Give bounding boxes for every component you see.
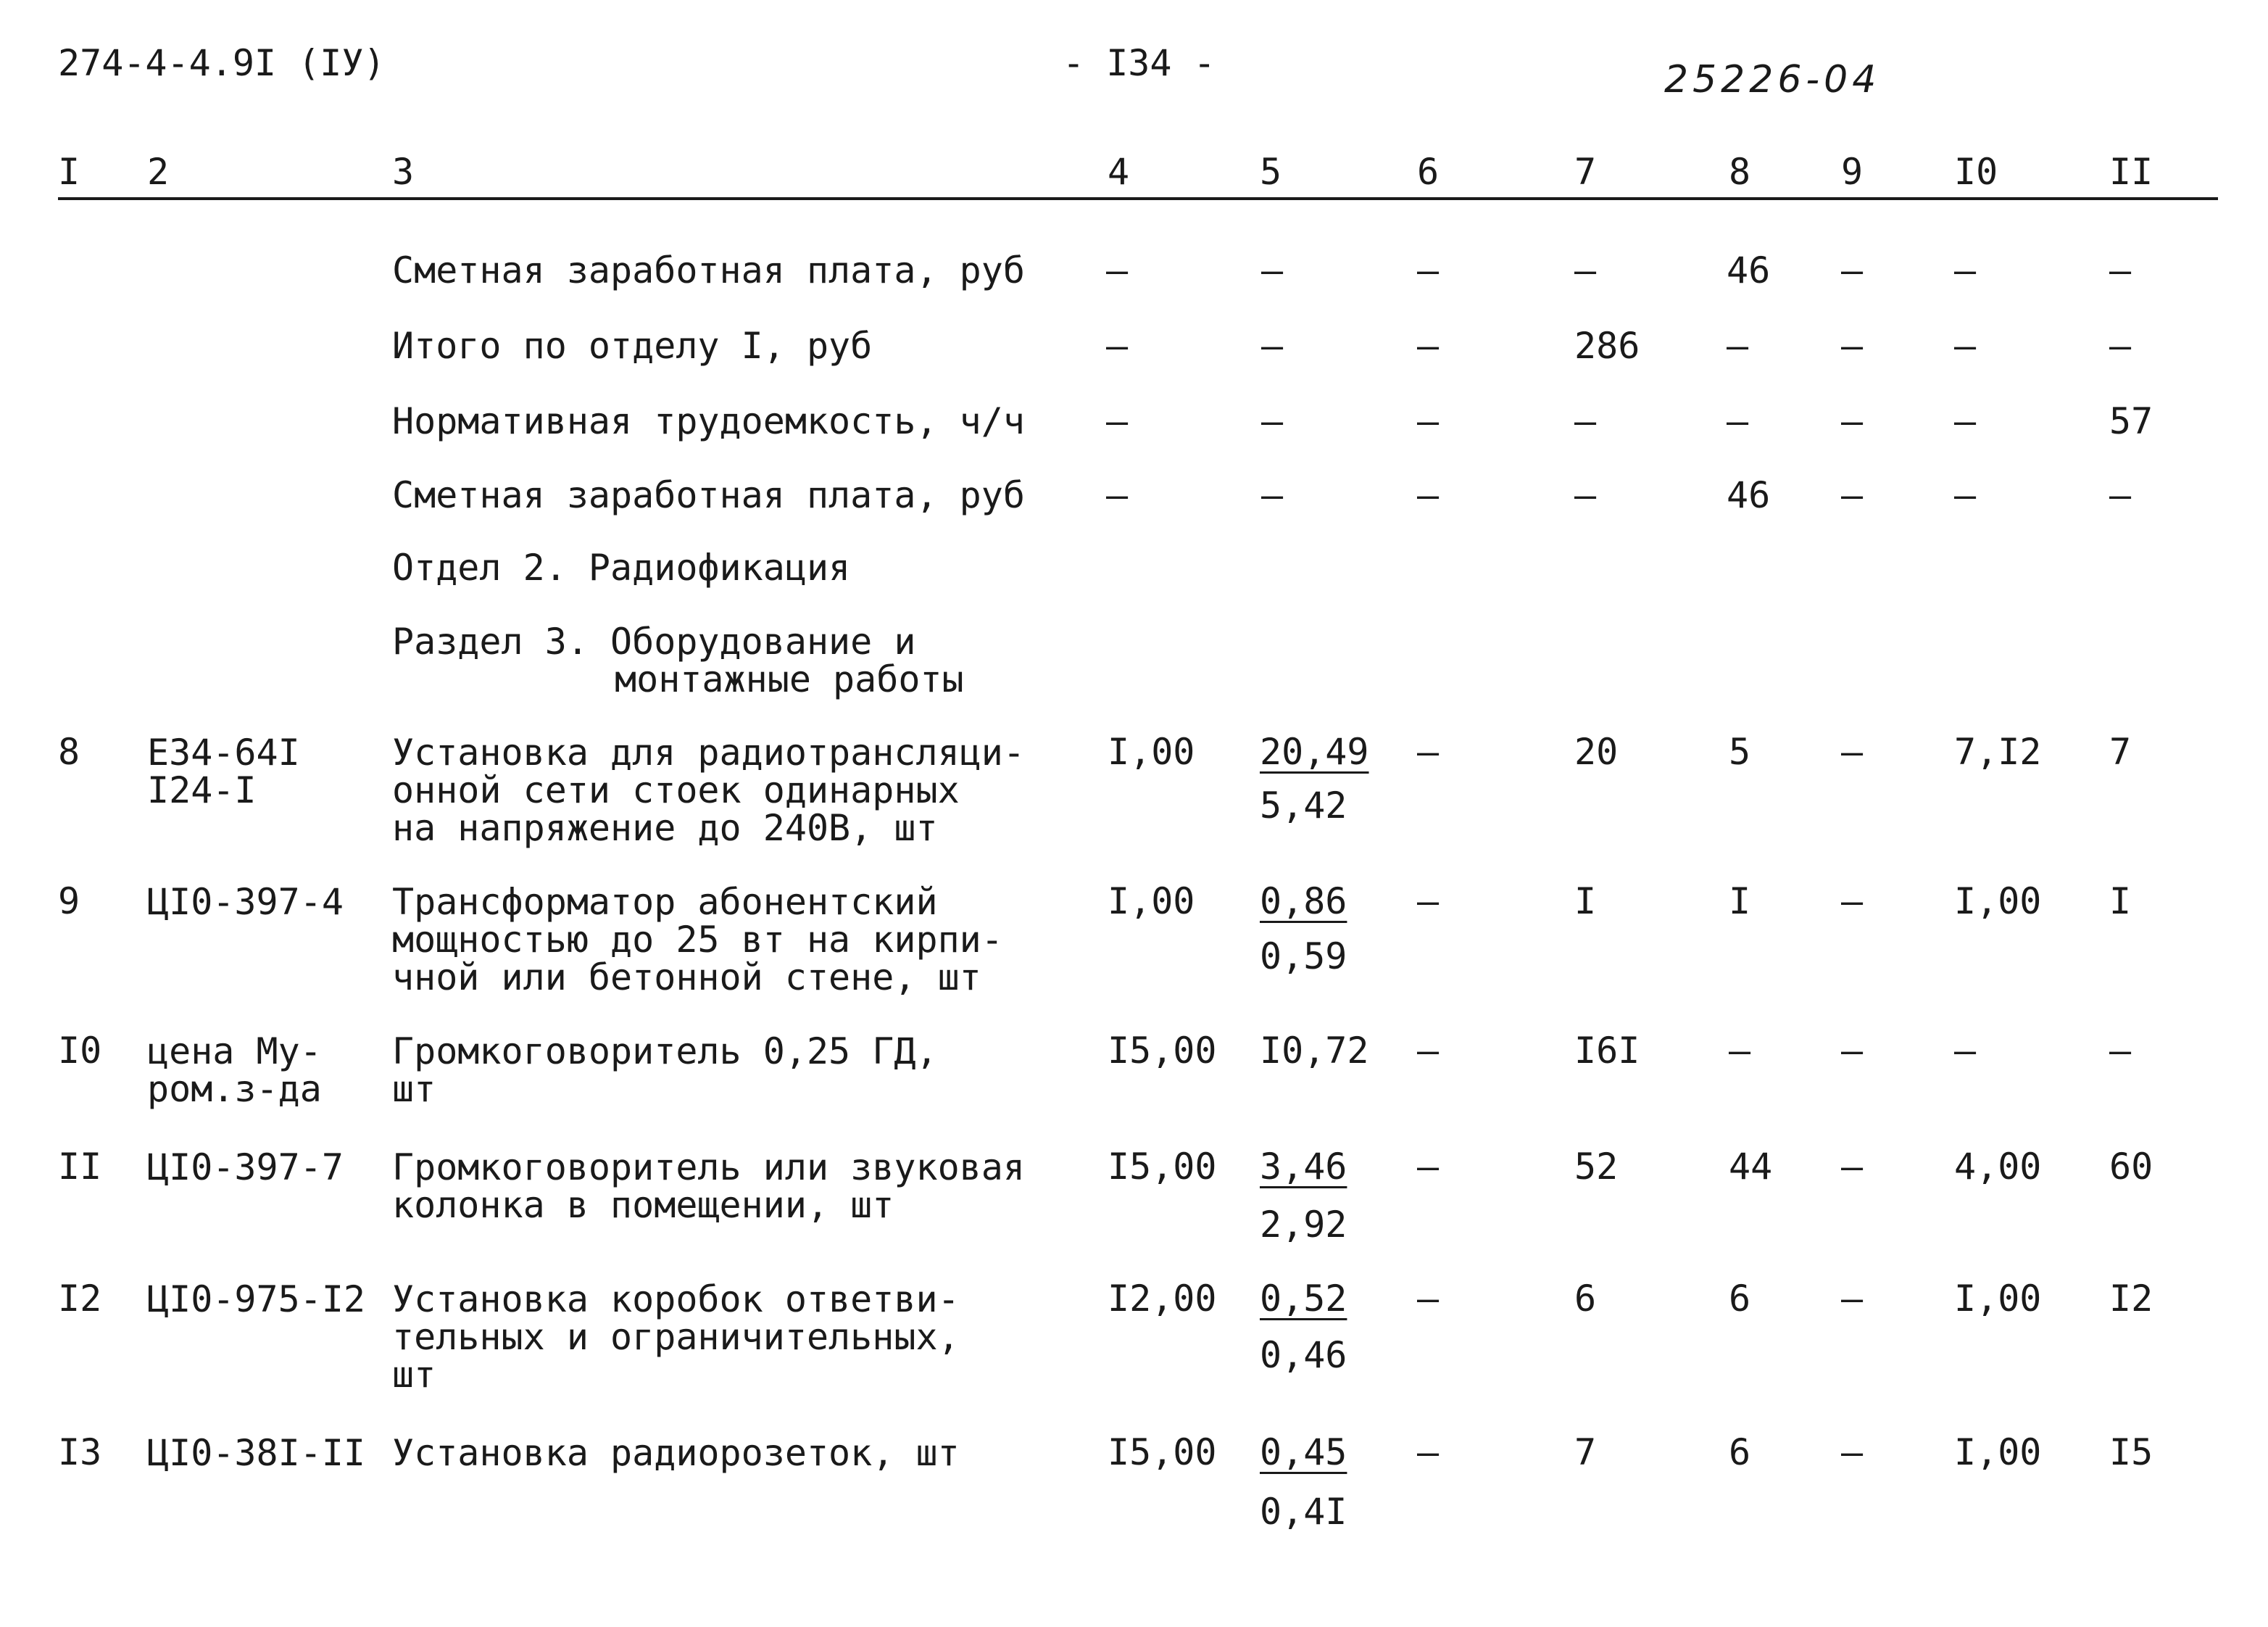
cell-col10: I,00 xyxy=(1954,880,2042,922)
cell-col9: – xyxy=(1841,1146,1864,1188)
item-description-line: Установка коробок ответви- xyxy=(392,1278,960,1320)
cell-col9: – xyxy=(1841,1030,1864,1072)
item-code-line: Е34-64I xyxy=(147,732,300,774)
cell-col9: – xyxy=(1841,325,1864,367)
item-code-line: ЦI0-975-I2 xyxy=(147,1278,366,1320)
cell-col10: 7,I2 xyxy=(1954,731,2042,773)
column-number-3: 3 xyxy=(392,151,415,193)
summary-label: Итого по отделу I, руб xyxy=(392,325,873,367)
cell-col10: – xyxy=(1954,1030,1977,1072)
cell-col8: 46 xyxy=(1727,474,1771,516)
cell-col7: – xyxy=(1574,474,1597,516)
cell-col5: – xyxy=(1261,249,1284,291)
item-quantity: I5,00 xyxy=(1108,1030,1217,1072)
item-quantity: I2,00 xyxy=(1108,1278,1217,1320)
cell-col6: – xyxy=(1417,249,1440,291)
cell-col8: 6 xyxy=(1729,1431,1751,1473)
cell-col8: – xyxy=(1727,325,1749,367)
cell-col7: 20 xyxy=(1574,731,1619,773)
item-price-wages: 5,42 xyxy=(1260,784,1347,827)
item-description-line: онной сети стоек одинарных xyxy=(392,769,960,811)
cell-col10: – xyxy=(1954,325,1977,367)
item-description-line: шт xyxy=(392,1068,436,1110)
item-code xyxy=(147,734,300,809)
cell-col8: – xyxy=(1727,400,1749,442)
item-number: I2 xyxy=(58,1278,102,1320)
cell-col6: – xyxy=(1417,880,1440,922)
item-price-total: 3,46 xyxy=(1260,1146,1347,1188)
column-number-9: 9 xyxy=(1841,151,1864,193)
handwritten-number: 25226-04 xyxy=(1664,58,1881,102)
column-number-7: 7 xyxy=(1574,151,1597,193)
cell-col8: I xyxy=(1729,880,1751,922)
item-description-line: Установка для радиотрансляци- xyxy=(392,732,1025,774)
cell-col9: – xyxy=(1841,731,1864,773)
column-number-1: I xyxy=(58,151,80,193)
item-description xyxy=(392,1148,1025,1224)
cell-col10: – xyxy=(1954,474,1977,516)
cell-col11: I5 xyxy=(2109,1431,2153,1473)
cell-col7: I6I xyxy=(1574,1030,1640,1072)
cell-col9: – xyxy=(1841,1431,1864,1473)
item-quantity: I5,00 xyxy=(1108,1431,1217,1473)
item-description-line: шт xyxy=(392,1354,436,1396)
cell-col11: I2 xyxy=(2109,1278,2153,1320)
item-description-line: чной или бетонной стене, шт xyxy=(392,956,981,998)
cell-col6: – xyxy=(1417,400,1440,442)
item-price-total: 0,45 xyxy=(1260,1431,1347,1473)
item-description-line: Трансформатор абонентский xyxy=(392,881,938,923)
item-description-line: Установка радиорозеток, шт xyxy=(392,1432,960,1474)
summary-label: Сметная заработная плата, руб xyxy=(392,474,1025,516)
cell-col11: – xyxy=(2109,474,2132,516)
cell-col10: I,00 xyxy=(1954,1278,2042,1320)
item-quantity: I,00 xyxy=(1108,731,1195,773)
item-description-line: Громкоговоритель 0,25 ГД, xyxy=(392,1030,938,1072)
cell-col9: – xyxy=(1841,400,1864,442)
cell-col8: 6 xyxy=(1729,1278,1751,1320)
cell-col11: – xyxy=(2109,325,2132,367)
cell-col6: – xyxy=(1417,1431,1440,1473)
cell-col7: 52 xyxy=(1574,1146,1619,1188)
page-number: - I34 - xyxy=(1063,42,1216,84)
document-code: 274-4-4.9I (IУ) xyxy=(58,42,386,84)
cell-col10: I,00 xyxy=(1954,1431,2042,1473)
cell-col11: 57 xyxy=(2109,400,2153,442)
cell-col9: – xyxy=(1841,880,1864,922)
cell-col6: – xyxy=(1417,325,1440,367)
header-rule xyxy=(58,197,2218,200)
item-code-line: цена Му- xyxy=(147,1030,322,1072)
item-price-wages: 0,59 xyxy=(1260,935,1347,977)
item-description-line: на напряжение до 240В, шт xyxy=(392,807,938,849)
cell-col9: – xyxy=(1841,474,1864,516)
item-price-wages: 0,4I xyxy=(1260,1491,1347,1533)
column-number-8: 8 xyxy=(1729,151,1751,193)
item-description-line: колонка в помещении, шт xyxy=(392,1184,894,1226)
cell-col5: – xyxy=(1261,400,1284,442)
cell-col11: 7 xyxy=(2109,731,2132,773)
item-code xyxy=(147,1032,322,1108)
item-number: 9 xyxy=(58,880,80,922)
cell-col11: – xyxy=(2109,1030,2132,1072)
column-number-11: II xyxy=(2109,151,2153,193)
cell-col6: – xyxy=(1417,1278,1440,1320)
item-description xyxy=(392,883,1003,996)
item-price-total: 0,86 xyxy=(1260,880,1347,922)
item-description-line: мощностью до 25 вт на кирпи- xyxy=(392,919,1003,961)
item-code xyxy=(147,1148,344,1186)
cell-col11: 60 xyxy=(2109,1146,2153,1188)
item-price-total: I0,72 xyxy=(1260,1030,1369,1072)
column-number-2: 2 xyxy=(147,151,170,193)
column-number-5: 5 xyxy=(1260,151,1282,193)
cell-col6: – xyxy=(1417,731,1440,773)
cell-col8: 5 xyxy=(1729,731,1751,773)
cell-col11: I xyxy=(2109,880,2132,922)
cell-col8: – xyxy=(1729,1030,1751,1072)
item-quantity: I,00 xyxy=(1108,880,1195,922)
item-description xyxy=(392,1280,960,1394)
item-price-wages: 2,92 xyxy=(1260,1204,1347,1246)
cell-col8: 44 xyxy=(1729,1146,1773,1188)
item-code-line: ЦI0-397-7 xyxy=(147,1146,344,1188)
cell-col10: 4,00 xyxy=(1954,1146,2042,1188)
cell-col7: – xyxy=(1574,249,1597,291)
column-number-10: I0 xyxy=(1954,151,1998,193)
summary-label: Нормативная трудоемкость, ч/ч xyxy=(392,400,1025,442)
subsection-heading-line2: монтажные работы xyxy=(615,658,964,700)
item-code-line: ром.з-да xyxy=(147,1068,322,1110)
item-number: I0 xyxy=(58,1030,102,1072)
item-price-wages: 0,46 xyxy=(1260,1334,1347,1376)
item-number: I3 xyxy=(58,1431,102,1473)
cell-col4: – xyxy=(1106,249,1129,291)
cell-col7: 286 xyxy=(1574,325,1640,367)
cell-col10: – xyxy=(1954,249,1977,291)
cell-col9: – xyxy=(1841,1278,1864,1320)
item-code-line: I24-I xyxy=(147,769,257,811)
column-number-4: 4 xyxy=(1108,151,1130,193)
cell-col11: – xyxy=(2109,249,2132,291)
cell-col7: – xyxy=(1574,400,1597,442)
item-code-line: ЦI0-38I-II xyxy=(147,1432,366,1474)
item-code xyxy=(147,1434,365,1472)
item-description xyxy=(392,734,1025,847)
cell-col6: – xyxy=(1417,1030,1440,1072)
item-code xyxy=(147,883,344,921)
cell-col4: – xyxy=(1106,325,1129,367)
cell-col8: 46 xyxy=(1727,249,1771,291)
column-number-6: 6 xyxy=(1417,151,1440,193)
cell-col5: – xyxy=(1261,325,1284,367)
item-price-total: 20,49 xyxy=(1260,731,1369,773)
cell-col4: – xyxy=(1106,474,1129,516)
item-code xyxy=(147,1280,365,1318)
cell-col7: 6 xyxy=(1574,1278,1597,1320)
summary-label: Сметная заработная плата, руб xyxy=(392,249,1025,291)
cell-col6: – xyxy=(1417,474,1440,516)
cell-col7: 7 xyxy=(1574,1431,1597,1473)
item-number: II xyxy=(58,1146,102,1188)
item-description-line: тельных и ограничительных, xyxy=(392,1316,960,1358)
item-code-line: ЦI0-397-4 xyxy=(147,881,344,923)
cell-col6: – xyxy=(1417,1146,1440,1188)
cell-col5: – xyxy=(1261,474,1284,516)
section-heading: Отдел 2. Радиофикация xyxy=(392,547,851,589)
item-price-total: 0,52 xyxy=(1260,1278,1347,1320)
item-description xyxy=(392,1434,960,1472)
cell-col7: I xyxy=(1574,880,1597,922)
cell-col10: – xyxy=(1954,400,1977,442)
cell-col9: – xyxy=(1841,249,1864,291)
subsection-heading-line1: Раздел 3. Оборудование и xyxy=(392,621,916,663)
item-quantity: I5,00 xyxy=(1108,1146,1217,1188)
item-description xyxy=(392,1032,938,1108)
item-description-line: Громкоговоритель или звуковая xyxy=(392,1146,1025,1188)
cell-col4: – xyxy=(1106,400,1129,442)
item-number: 8 xyxy=(58,731,80,773)
